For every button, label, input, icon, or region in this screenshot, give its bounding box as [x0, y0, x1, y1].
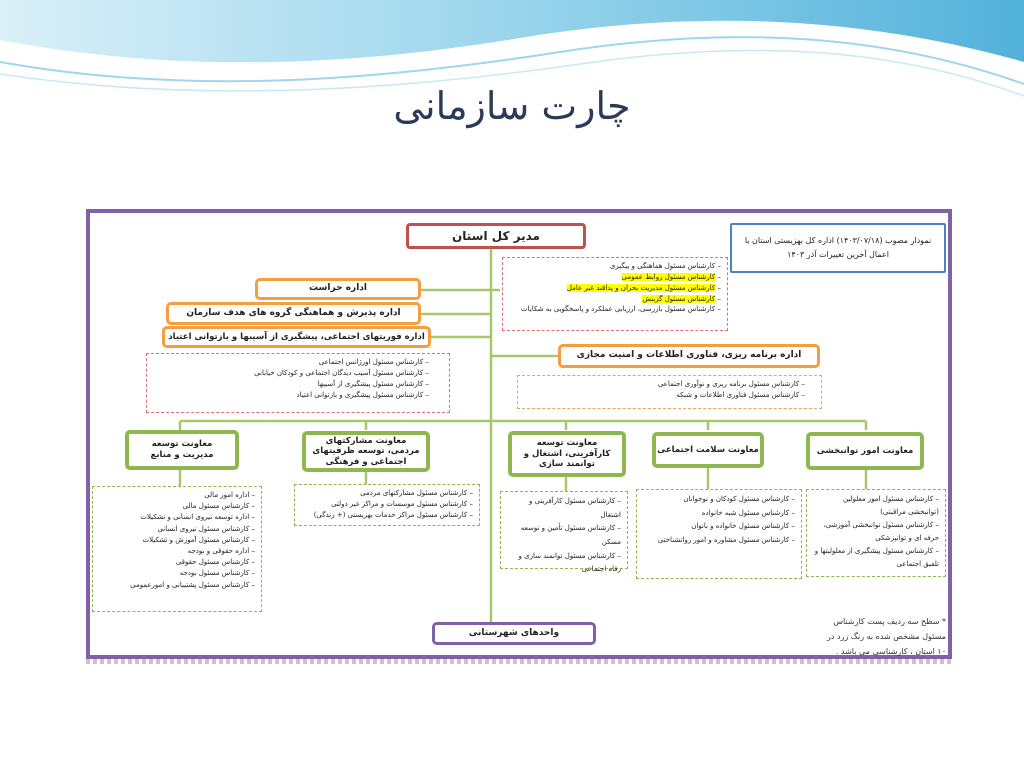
staff-item: – کارشناس مسئول آسیب دیدگان اجتماعی و کودکان خیابانی: [254, 368, 429, 377]
staff-item: – کارشناس مسئول آموزش و تشکیلات: [142, 535, 255, 544]
security-office-box: اداره حراست: [255, 278, 421, 300]
planning-it-office-box: اداره برنامه ریزی، فناوری اطلاعات و امنیت مجازی: [558, 344, 820, 368]
county-units-box: واحدهای شهرستانی: [432, 622, 596, 645]
provincial-director-label: مدیر کل استان: [452, 228, 540, 243]
staff-item: – کارشناس مسئول نیروی انسانی: [157, 524, 255, 533]
staff-item: – کارشناس مسئول مالی: [182, 502, 255, 511]
provincial-director-box: [406, 223, 586, 249]
staff-item: – کارشناس مسئول پیشگیری از معلولیتها و تلفیق اجتماعی: [814, 546, 939, 568]
social-emergency-office-box: اداره فوریتهای اجتماعی، پیشگیری از آسیبها و بازتوانی اعتیاد: [162, 326, 431, 348]
staff-item: – کارشناس مسئول پیشگیری از آسیبها: [317, 379, 429, 388]
deputy-management-resources-box: معاونت توسعه مدیریت و منابع: [125, 430, 239, 470]
staff-item: – کارشناس مسئول مشاوره و امور روانشناختی: [657, 535, 795, 544]
staff-item: – اداره حقوقی و بودجه: [187, 546, 255, 555]
management-resources-staff-list: [92, 486, 262, 612]
deputy-entrepreneurship-box: معاونت توسعه کارآفرینی، اشتغال و توانمند سازی: [508, 431, 626, 477]
director-staff-item: – کارشناس مسئول بازرسی، ارزیابی عملکرد و پاسخگویی به شکایات: [521, 305, 721, 314]
planning-it-staff-list: [517, 375, 822, 409]
staff-item: – کارشناس مسئول پیشگیری و بازتوانی اعتیاد: [296, 390, 429, 399]
staff-item: – اداره توسعه نیروی انسانی و تشکیلات: [140, 513, 255, 522]
entrepreneurship-staff-list: [500, 491, 628, 574]
staff-item: – کارشناس مسئول فناوری اطلاعات و شبکه: [676, 390, 805, 399]
staff-item: – کارشناس مسئول امور معلولین (توانبخشی مراقبتی): [842, 495, 939, 516]
staff-item: – اداره امور مالی: [204, 491, 255, 499]
staff-item: – کارشناس مسئول موسسات و مراکز غیر دولتی: [331, 499, 473, 508]
director-staff-item: – کارشناس مسئول روابط عمومی: [621, 272, 721, 281]
target-groups-office-box: اداره پذیرش و هماهنگی گروه های هدف سازمان: [166, 302, 421, 325]
deputy-social-health-box: معاونت سلامت اجتماعی: [652, 432, 764, 468]
staff-item: – کارشناس مسئول خانواده و بانوان: [691, 522, 795, 531]
staff-item: – کارشناس مسئول پشتیبانی و امورعمومی: [130, 580, 255, 589]
staff-item: – کارشناس مسئول توانبخشی آموزشی، حرفه ای و توانپزشکی: [823, 520, 939, 542]
slide-title: چارت سازمانی: [393, 84, 631, 128]
staff-item: – کارشناس مسئول کارآفرینی و اشتغال: [529, 497, 621, 519]
staff-item: – کارشناس مسئول برنامه ریزی و نوآوری اجتماعی: [657, 380, 805, 388]
staff-item: – کارشناس مسئول مشارکتهای مردمی: [360, 489, 473, 497]
director-staff-item: – کارشناس مسئول هماهنگی و پیگیری: [609, 262, 721, 270]
staff-item: – کارشناس مسئول شبه خانواده: [701, 508, 795, 517]
public-participation-staff-list: [294, 484, 480, 526]
staff-item: – کارشناس مسئول توانمند سازی و رفاه اجتماعی: [518, 551, 621, 574]
staff-item: – کارشناس مسئول بودجه: [179, 569, 255, 578]
staff-item: – کارشناس مسئول تأمین و توسعه مسکن: [520, 524, 621, 546]
rehabilitation-staff-list: [806, 489, 946, 577]
director-staff-item: – کارشناس مسئول گزینش: [642, 294, 721, 303]
approval-info-label: نمودار مصوب (۱۴۰۳/۰۷/۱۸) اداره کل بهزیستی استان با اعمال آخرین تغییرات آذر ۱۴۰۳: [744, 236, 932, 259]
staff-item: – کارشناس مسئول مراکز خدمات بهزیستی (+ زندگی): [313, 510, 473, 519]
staff-item: – کارشناس مسئول اورژانس اجتماعی: [318, 358, 429, 366]
approval-info-box: [730, 223, 946, 273]
social-emergency-staff-list: [146, 353, 450, 413]
deputy-public-participation-box: معاونت مشارکتهای مردمی، توسعه ظرفیتهای اجتماعی و فرهنگی: [302, 431, 430, 472]
staff-item: – کارشناس مسئول حقوقی: [175, 558, 255, 567]
deputy-rehabilitation-box: معاونت امور توانبخشی: [806, 432, 924, 470]
director-staff-item: – کارشناس مسئول مدیریت بحران و پدافند غیر عامل: [566, 283, 721, 292]
director-staff-list: [502, 257, 728, 331]
staff-item: – کارشناس مسئول کودکان و نوجوانان: [683, 495, 795, 503]
social-health-staff-list: [636, 489, 802, 579]
footnote: * سطح سه ردیف پست کارشناس مسئول مشخص شده به رنگ زرد در ۱۰ استان ، کارشناسی می باشد .: [827, 617, 946, 657]
